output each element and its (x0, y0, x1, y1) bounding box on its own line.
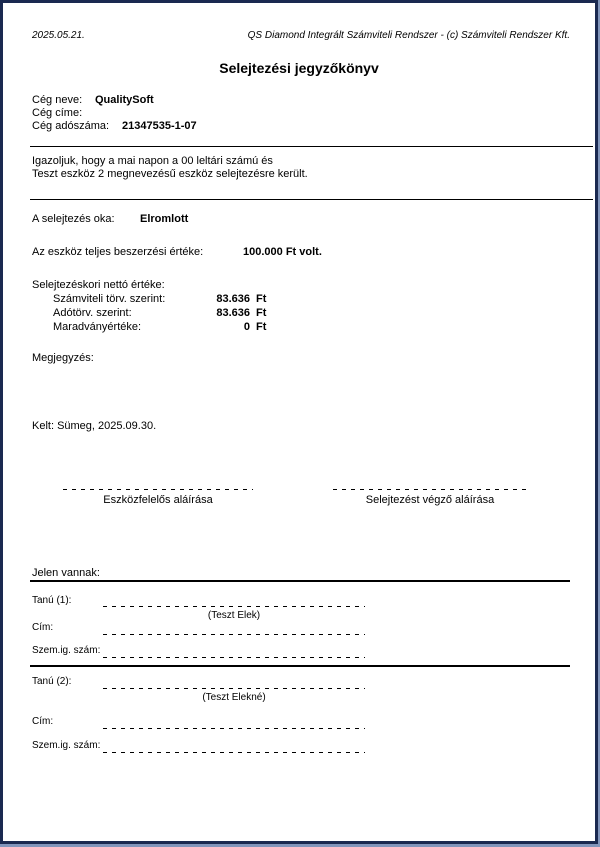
witness1-address-line (103, 634, 365, 635)
net-row-label: Számviteli törv. szerint: (53, 293, 166, 305)
statement-line-1: Igazoljuk, hogy a mai napon a 00 leltári számú és (32, 155, 273, 167)
witness2-label: Tanú (2): (32, 676, 72, 687)
reason-value: Elromlott (140, 213, 189, 225)
net-row-value: 83.636 (216, 307, 250, 319)
witness2-name: (Teszt Elekné) (202, 692, 266, 703)
witness1-id-label: Szem.ig. szám: (32, 645, 101, 656)
witness2-address-line (103, 728, 365, 729)
net-row-value: 0 (243, 321, 250, 333)
signature-line-asset-manager (63, 489, 253, 490)
date-place-line: Kelt: Sümeg, 2025.09.30. (32, 420, 157, 432)
present-underline (30, 580, 570, 582)
acquisition-value: 100.000 Ft volt. (243, 246, 322, 258)
witness2-id-line (103, 752, 365, 753)
witness1-address-label: Cím: (32, 622, 54, 633)
acquisition-label: Az eszköz teljes beszerzési értéke: (32, 246, 204, 258)
report-date: 2025.05.21. (32, 30, 85, 41)
signature-label-scrapper: Selejtezést végző aláírása (365, 494, 495, 506)
reason-label: A selejtezés oka: (32, 213, 115, 225)
net-row-label: Maradványértéke: (53, 321, 142, 333)
net-row-label: Adótörv. szerint: (53, 307, 132, 319)
company-name-value: QualitySoft (95, 94, 154, 106)
net-values-header: Selejtezéskori nettó értéke: (32, 279, 165, 291)
signature-label-asset-manager: Eszközfelelős aláírása (103, 494, 213, 506)
signature-line-scrapper (333, 489, 527, 490)
witness1-name: (Teszt Elek) (207, 610, 261, 621)
company-taxid-value: 21347535-1-07 (122, 120, 197, 132)
present-header: Jelen vannak: (32, 567, 100, 579)
divider-line (30, 146, 593, 147)
page-title: Selejtezési jegyzőkönyv (219, 60, 379, 76)
net-row-value: 83.636 (216, 293, 250, 305)
witness1-name-line (103, 606, 365, 607)
net-row-unit: Ft (256, 321, 267, 333)
statement-line-2: Teszt eszköz 2 megnevezésű eszköz selejtezésre került. (32, 168, 308, 180)
net-row-unit: Ft (256, 307, 267, 319)
witness2-id-label: Szem.ig. szám: (32, 740, 101, 751)
app-credit: QS Diamond Integrált Számviteli Rendszer - (c) Számviteli Rendszer Kft. (247, 30, 570, 41)
company-taxid-label: Cég adószáma: (32, 120, 110, 132)
witness1-id-line (103, 657, 365, 658)
company-name-label: Cég neve: (32, 94, 83, 106)
witness-divider (30, 665, 570, 667)
note-label: Megjegyzés: (32, 352, 94, 364)
company-address-label: Cég címe: (32, 107, 83, 119)
divider-line (30, 199, 593, 200)
witness2-name-line (103, 688, 365, 689)
net-row-unit: Ft (256, 293, 267, 305)
witness1-label: Tanú (1): (32, 595, 72, 606)
witness2-address-label: Cím: (32, 716, 54, 727)
